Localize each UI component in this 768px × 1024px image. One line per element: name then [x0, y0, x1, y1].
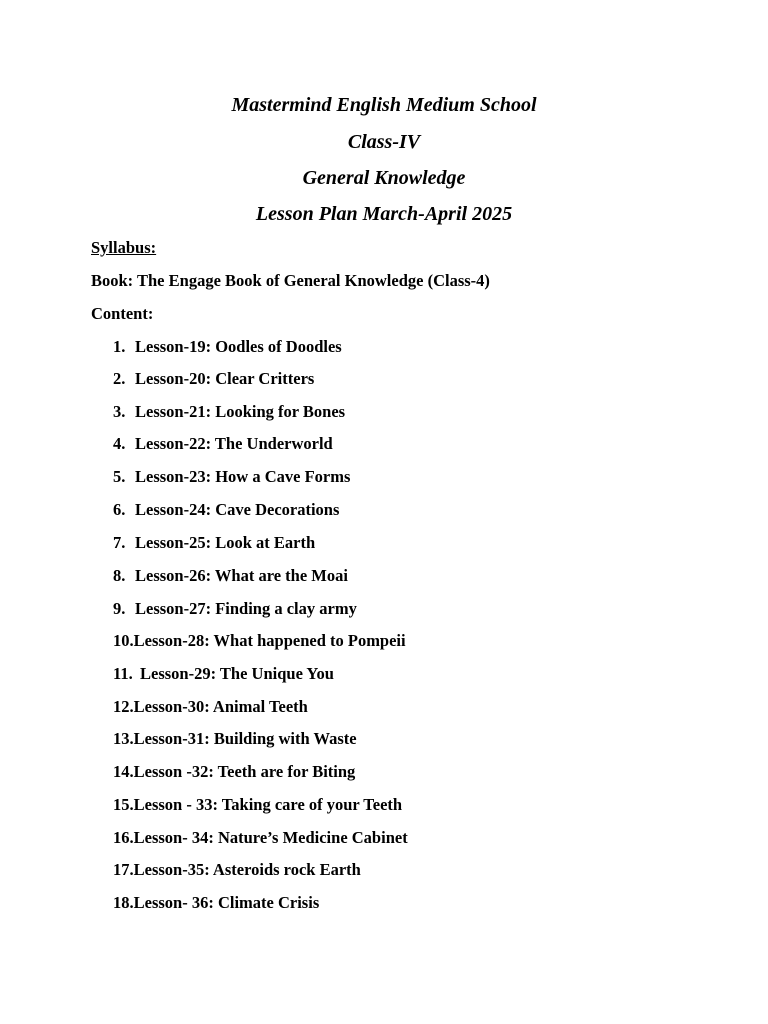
- list-number: 5.: [113, 467, 126, 486]
- list-number: 13.: [113, 729, 134, 748]
- list-item: [113, 893, 319, 913]
- list-number: 2.: [113, 369, 126, 388]
- list-item: [113, 828, 408, 848]
- lesson-title: Lesson-19: Oodles of Doodles: [135, 337, 342, 356]
- list-number: 8.: [113, 566, 126, 585]
- plan-title: Lesson Plan March-April 2025: [255, 203, 513, 225]
- list-item: [113, 500, 339, 520]
- lesson-title: Lesson-29: The Unique You: [140, 664, 334, 683]
- lesson-title: Lesson-24: Cave Decorations: [135, 500, 340, 519]
- lesson-title: Lesson -32: Teeth are for Biting: [133, 762, 356, 781]
- list-number: 12.: [113, 697, 134, 716]
- list-item: [113, 434, 333, 454]
- list-number: 4.: [113, 434, 126, 453]
- syllabus-label: Syllabus:: [91, 238, 157, 257]
- subject-title: General Knowledge: [302, 167, 466, 189]
- lesson-title: Lesson-31: Building with Waste: [133, 729, 357, 748]
- list-item: [113, 566, 348, 586]
- lesson-title: Lesson-28: What happened to Pompeii: [133, 631, 406, 650]
- lesson-title: Lesson-25: Look at Earth: [135, 533, 316, 552]
- list-item: [113, 697, 308, 717]
- lesson-title: Lesson- 36: Climate Crisis: [133, 893, 320, 912]
- list-number: 17.: [113, 860, 134, 879]
- lesson-title: Lesson-30: Animal Teeth: [133, 697, 308, 716]
- list-item: [113, 729, 357, 749]
- list-item: [113, 467, 350, 487]
- lesson-title: Lesson-26: What are the Moai: [135, 566, 348, 585]
- list-item: [113, 337, 342, 357]
- list-number: 7.: [113, 533, 126, 552]
- list-number: 6.: [113, 500, 126, 519]
- list-number: 18.: [113, 893, 134, 912]
- list-item: [113, 631, 406, 651]
- list-item: [113, 533, 315, 553]
- lesson-title: Lesson - 33: Taking care of your Teeth: [133, 795, 403, 814]
- list-item: [113, 599, 357, 619]
- school-name: Mastermind English Medium School: [231, 94, 537, 116]
- lesson-title: Lesson-35: Asteroids rock Earth: [133, 860, 361, 879]
- list-item: [113, 860, 361, 880]
- list-number: 10.: [113, 631, 134, 650]
- list-number: 15.: [113, 795, 134, 814]
- list-number: 14.: [113, 762, 134, 781]
- book-line: Book: The Engage Book of General Knowledge (Class-4): [91, 271, 490, 290]
- list-number: 3.: [113, 402, 126, 421]
- lesson-title: Lesson-27: Finding a clay army: [135, 599, 357, 618]
- list-item: [113, 762, 355, 782]
- lesson-title: Lesson-22: The Underworld: [135, 434, 333, 453]
- list-item: [113, 369, 314, 389]
- list-number: 9.: [113, 599, 126, 618]
- list-item: [113, 402, 345, 422]
- list-number: 16.: [113, 828, 134, 847]
- lesson-title: Lesson-21: Looking for Bones: [135, 402, 346, 421]
- list-item: [113, 664, 334, 684]
- lesson-title: Lesson-20: Clear Critters: [135, 369, 315, 388]
- lesson-title: Lesson- 34: Nature’s Medicine Cabinet: [133, 828, 408, 847]
- list-number: 11.: [113, 664, 133, 683]
- content-label: Content:: [91, 304, 154, 323]
- list-number: 1.: [113, 337, 126, 356]
- class-title: Class-IV: [347, 131, 421, 153]
- list-item: [113, 795, 402, 815]
- lesson-title: Lesson-23: How a Cave Forms: [135, 467, 351, 486]
